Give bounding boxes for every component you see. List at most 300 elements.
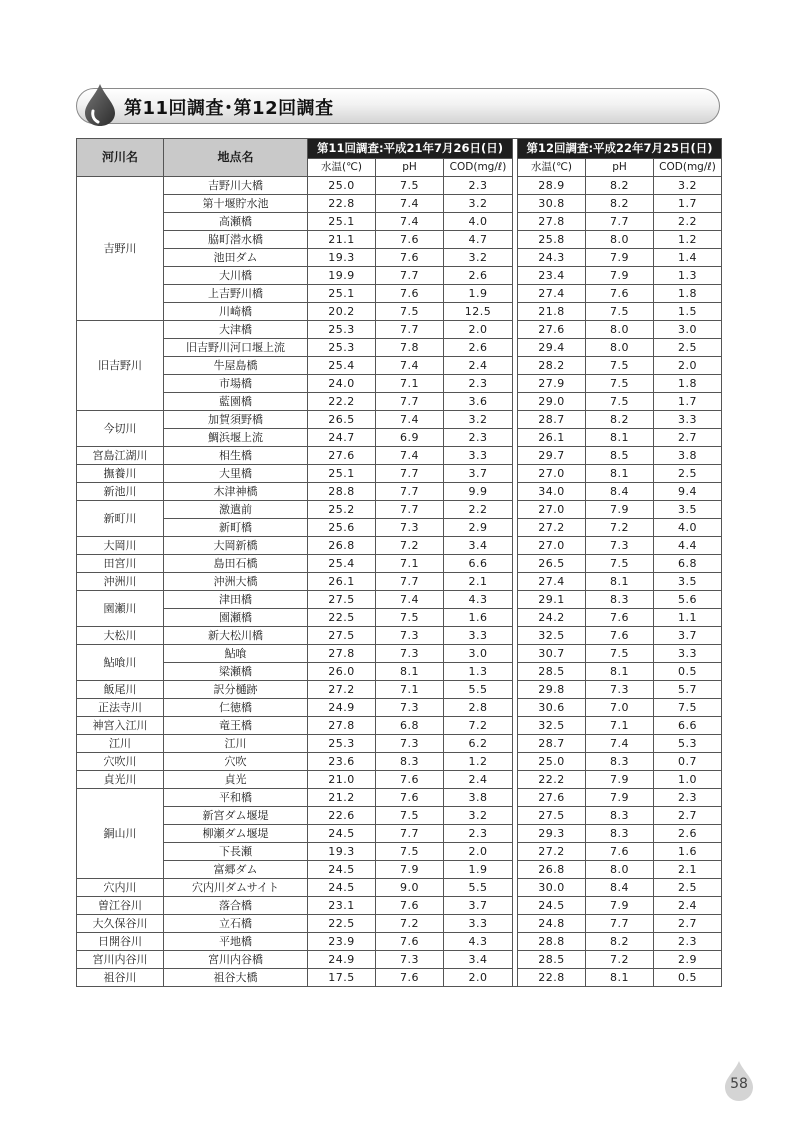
river-name-cell: 大岡川 — [77, 537, 164, 555]
ph-12-cell: 8.3 — [586, 807, 654, 825]
ph-11-cell: 7.3 — [376, 699, 444, 717]
temp-12-cell: 27.0 — [518, 501, 586, 519]
ph-11-cell: 7.6 — [376, 771, 444, 789]
ph-12-cell: 8.2 — [586, 177, 654, 195]
site-name-cell: 旧吉野川河口堰上流 — [164, 339, 308, 357]
temp-11-cell: 19.9 — [308, 267, 376, 285]
temp-11-cell: 19.3 — [308, 843, 376, 861]
temp-12-cell: 32.5 — [518, 717, 586, 735]
cod-11-cell: 3.0 — [444, 645, 513, 663]
temp-12-cell: 28.9 — [518, 177, 586, 195]
river-name-cell: 撫養川 — [77, 465, 164, 483]
table-row — [77, 753, 722, 771]
cod-12-cell: 1.1 — [654, 609, 722, 627]
ph-11-cell: 7.4 — [376, 213, 444, 231]
cod-12-cell: 3.8 — [654, 447, 722, 465]
table-row — [77, 609, 722, 627]
table-row — [77, 735, 722, 753]
river-name-cell: 飯尾川 — [77, 681, 164, 699]
site-name-cell: 藍園橋 — [164, 393, 308, 411]
ph-11-cell: 7.1 — [376, 681, 444, 699]
cod-12-cell: 3.5 — [654, 501, 722, 519]
temp-11-cell: 24.9 — [308, 699, 376, 717]
temp-11-cell: 21.0 — [308, 771, 376, 789]
temp-11-cell: 25.4 — [308, 555, 376, 573]
cod-11-cell: 3.7 — [444, 465, 513, 483]
temp-11-cell: 22.6 — [308, 807, 376, 825]
cod-12-cell: 2.9 — [654, 951, 722, 969]
site-name-cell: 相生橋 — [164, 447, 308, 465]
temp-11-cell: 22.5 — [308, 915, 376, 933]
temp-11-cell: 25.3 — [308, 735, 376, 753]
cod-11-cell: 2.0 — [444, 969, 513, 987]
cod-12-cell: 1.0 — [654, 771, 722, 789]
cod-11-cell: 1.9 — [444, 285, 513, 303]
site-name-cell: 立石橋 — [164, 915, 308, 933]
ph-12-cell: 8.5 — [586, 447, 654, 465]
cod-12-cell: 2.7 — [654, 915, 722, 933]
header-river: 河川名 — [77, 139, 164, 177]
site-name-cell: 富郷ダム — [164, 861, 308, 879]
cod-11-cell: 2.3 — [444, 177, 513, 195]
ph-12-cell: 7.2 — [586, 951, 654, 969]
cod-11-cell: 6.2 — [444, 735, 513, 753]
table-row — [77, 915, 722, 933]
cod-11-cell: 3.2 — [444, 249, 513, 267]
table-row — [77, 681, 722, 699]
ph-11-cell: 7.7 — [376, 393, 444, 411]
cod-12-cell: 4.0 — [654, 519, 722, 537]
table-row — [77, 321, 722, 339]
ph-11-cell: 7.6 — [376, 231, 444, 249]
table-row — [77, 717, 722, 735]
table-row — [77, 447, 722, 465]
table-row — [77, 303, 722, 321]
table-row — [77, 501, 722, 519]
cod-12-cell: 9.4 — [654, 483, 722, 501]
site-name-cell: 島田石橋 — [164, 555, 308, 573]
temp-11-cell: 28.8 — [308, 483, 376, 501]
site-name-cell: 宮川内谷橋 — [164, 951, 308, 969]
table-row — [77, 519, 722, 537]
cod-11-cell: 3.3 — [444, 627, 513, 645]
site-name-cell: 激遣前 — [164, 501, 308, 519]
site-name-cell: 梁瀬橋 — [164, 663, 308, 681]
temp-11-cell: 26.8 — [308, 537, 376, 555]
cod-12-cell: 1.8 — [654, 285, 722, 303]
ph-12-cell: 7.9 — [586, 789, 654, 807]
table-row — [77, 429, 722, 447]
site-name-cell: 新町橋 — [164, 519, 308, 537]
ph-12-cell: 7.5 — [586, 375, 654, 393]
ph-11-cell: 7.5 — [376, 609, 444, 627]
ph-12-cell: 7.5 — [586, 555, 654, 573]
river-name-cell: 旧吉野川 — [77, 321, 164, 411]
temp-12-cell: 30.0 — [518, 879, 586, 897]
river-name-cell: 曽江谷川 — [77, 897, 164, 915]
site-name-cell: 大岡新橋 — [164, 537, 308, 555]
ph-12-cell: 7.6 — [586, 285, 654, 303]
cod-11-cell: 3.2 — [444, 195, 513, 213]
temp-12-cell: 32.5 — [518, 627, 586, 645]
ph-11-cell: 7.5 — [376, 177, 444, 195]
temp-11-cell: 25.3 — [308, 339, 376, 357]
temp-11-cell: 24.9 — [308, 951, 376, 969]
temp-12-cell: 23.4 — [518, 267, 586, 285]
temp-12-cell: 27.9 — [518, 375, 586, 393]
temp-12-cell: 24.2 — [518, 609, 586, 627]
cod-11-cell: 3.4 — [444, 951, 513, 969]
cod-11-cell: 3.3 — [444, 447, 513, 465]
cod-12-cell: 0.7 — [654, 753, 722, 771]
ph-11-cell: 7.7 — [376, 501, 444, 519]
cod-12-cell: 1.2 — [654, 231, 722, 249]
cod-12-cell: 6.8 — [654, 555, 722, 573]
ph-12-cell: 7.5 — [586, 357, 654, 375]
ph-11-cell: 7.7 — [376, 573, 444, 591]
ph-11-cell: 7.6 — [376, 897, 444, 915]
temp-12-cell: 29.3 — [518, 825, 586, 843]
site-name-cell: 高瀬橋 — [164, 213, 308, 231]
temp-12-cell: 28.7 — [518, 411, 586, 429]
river-name-cell: 新池川 — [77, 483, 164, 501]
cod-11-cell: 2.6 — [444, 267, 513, 285]
site-name-cell: 大津橋 — [164, 321, 308, 339]
cod-11-cell: 1.9 — [444, 861, 513, 879]
cod-11-cell: 3.6 — [444, 393, 513, 411]
temp-11-cell: 17.5 — [308, 969, 376, 987]
cod-11-cell: 2.0 — [444, 321, 513, 339]
cod-11-cell: 2.9 — [444, 519, 513, 537]
site-name-cell: 津田橋 — [164, 591, 308, 609]
ph-12-cell: 8.0 — [586, 339, 654, 357]
ph-11-cell: 7.4 — [376, 357, 444, 375]
cod-11-cell: 1.6 — [444, 609, 513, 627]
cod-12-cell: 6.6 — [654, 717, 722, 735]
table-row — [77, 465, 722, 483]
ph-12-cell: 7.6 — [586, 627, 654, 645]
temp-12-cell: 30.6 — [518, 699, 586, 717]
cod-12-cell: 5.3 — [654, 735, 722, 753]
ph-12-cell: 7.3 — [586, 681, 654, 699]
ph-12-cell: 8.1 — [586, 465, 654, 483]
site-name-cell: 川崎橋 — [164, 303, 308, 321]
cod-12-cell: 0.5 — [654, 663, 722, 681]
river-name-cell: 新町川 — [77, 501, 164, 537]
ph-12-cell: 7.2 — [586, 519, 654, 537]
ph-11-cell: 7.3 — [376, 735, 444, 753]
site-name-cell: 吉野川大橋 — [164, 177, 308, 195]
ph-11-cell: 7.8 — [376, 339, 444, 357]
temp-11-cell: 24.5 — [308, 825, 376, 843]
cod-12-cell: 2.4 — [654, 897, 722, 915]
cod-11-cell: 2.8 — [444, 699, 513, 717]
river-name-cell: 銅山川 — [77, 789, 164, 879]
site-name-cell: 加賀須野橋 — [164, 411, 308, 429]
temp-11-cell: 25.1 — [308, 213, 376, 231]
ph-11-cell: 7.2 — [376, 915, 444, 933]
temp-12-cell: 30.7 — [518, 645, 586, 663]
temp-12-cell: 21.8 — [518, 303, 586, 321]
table-row — [77, 861, 722, 879]
temp-12-cell: 28.8 — [518, 933, 586, 951]
table-row — [77, 645, 722, 663]
cod-12-cell: 2.6 — [654, 825, 722, 843]
ph-12-cell: 7.0 — [586, 699, 654, 717]
ph-11-cell: 7.3 — [376, 519, 444, 537]
water-drop-icon — [80, 82, 120, 128]
ph-11-cell: 7.4 — [376, 411, 444, 429]
temp-12-cell: 27.2 — [518, 843, 586, 861]
cod-11-cell: 2.1 — [444, 573, 513, 591]
temp-12-cell: 27.0 — [518, 537, 586, 555]
table-row — [77, 339, 722, 357]
temp-11-cell: 22.2 — [308, 393, 376, 411]
cod-11-cell: 4.3 — [444, 933, 513, 951]
cod-12-cell: 2.0 — [654, 357, 722, 375]
temp-11-cell: 25.0 — [308, 177, 376, 195]
site-name-cell: 祖谷大橋 — [164, 969, 308, 987]
temp-11-cell: 24.5 — [308, 879, 376, 897]
ph-11-cell: 7.6 — [376, 933, 444, 951]
cod-11-cell: 3.8 — [444, 789, 513, 807]
cod-12-cell: 1.6 — [654, 843, 722, 861]
river-name-cell: 江川 — [77, 735, 164, 753]
site-name-cell: 新宮ダム堰堤 — [164, 807, 308, 825]
ph-12-cell: 8.3 — [586, 825, 654, 843]
site-name-cell: 平地橋 — [164, 933, 308, 951]
cod-12-cell: 2.5 — [654, 339, 722, 357]
ph-11-cell: 7.7 — [376, 825, 444, 843]
temp-11-cell: 27.6 — [308, 447, 376, 465]
table-row — [77, 699, 722, 717]
cod-11-cell: 12.5 — [444, 303, 513, 321]
table-row — [77, 825, 722, 843]
ph-11-cell: 7.7 — [376, 267, 444, 285]
ph-12-cell: 8.3 — [586, 591, 654, 609]
ph-12-cell: 8.1 — [586, 663, 654, 681]
ph-11-cell: 7.2 — [376, 537, 444, 555]
cod-12-cell: 1.4 — [654, 249, 722, 267]
cod-11-cell: 3.2 — [444, 411, 513, 429]
temp-11-cell: 27.5 — [308, 591, 376, 609]
ph-12-cell: 8.2 — [586, 933, 654, 951]
cod-11-cell: 2.6 — [444, 339, 513, 357]
table-row — [77, 177, 722, 195]
temp-12-cell: 27.4 — [518, 573, 586, 591]
ph-11-cell: 8.1 — [376, 663, 444, 681]
ph-11-cell: 7.4 — [376, 195, 444, 213]
cod-12-cell: 2.7 — [654, 429, 722, 447]
temp-11-cell: 27.8 — [308, 717, 376, 735]
river-name-cell: 園瀬川 — [77, 591, 164, 627]
ph-12-cell: 7.3 — [586, 537, 654, 555]
temp-11-cell: 25.1 — [308, 285, 376, 303]
temp-12-cell: 28.5 — [518, 951, 586, 969]
site-name-cell: 上吉野川橋 — [164, 285, 308, 303]
site-name-cell: 沖洲大橋 — [164, 573, 308, 591]
temp-11-cell: 23.6 — [308, 753, 376, 771]
section-title: 第11回調査･第12回調査 — [124, 98, 334, 119]
ph-11-cell: 8.3 — [376, 753, 444, 771]
ph-12-cell: 7.6 — [586, 843, 654, 861]
river-name-cell: 正法寺川 — [77, 699, 164, 717]
ph-11-cell: 7.4 — [376, 447, 444, 465]
ph-12-cell: 7.9 — [586, 501, 654, 519]
ph-12-cell: 8.0 — [586, 321, 654, 339]
ph-11-cell: 7.7 — [376, 465, 444, 483]
river-name-cell: 沖洲川 — [77, 573, 164, 591]
table-row — [77, 267, 722, 285]
cod-11-cell: 5.5 — [444, 879, 513, 897]
ph-11-cell: 7.6 — [376, 969, 444, 987]
ph-11-cell: 9.0 — [376, 879, 444, 897]
temp-12-cell: 28.2 — [518, 357, 586, 375]
cod-11-cell: 7.2 — [444, 717, 513, 735]
cod-12-cell: 3.2 — [654, 177, 722, 195]
temp-11-cell: 25.2 — [308, 501, 376, 519]
table-row — [77, 555, 722, 573]
ph-12-cell: 7.1 — [586, 717, 654, 735]
site-name-cell: 木津神橋 — [164, 483, 308, 501]
table-row — [77, 375, 722, 393]
site-name-cell: 園瀬橋 — [164, 609, 308, 627]
table-body — [77, 177, 722, 987]
cod-11-cell: 1.3 — [444, 663, 513, 681]
cod-12-cell: 2.1 — [654, 861, 722, 879]
temp-12-cell: 27.5 — [518, 807, 586, 825]
cod-11-cell: 4.3 — [444, 591, 513, 609]
temp-11-cell: 21.1 — [308, 231, 376, 249]
site-name-cell: 穴内川ダムサイト — [164, 879, 308, 897]
site-name-cell: 市場橋 — [164, 375, 308, 393]
ph-12-cell: 8.1 — [586, 573, 654, 591]
cod-12-cell: 2.7 — [654, 807, 722, 825]
header-survey-11: 第11回調査:平成21年7月26日(日) — [308, 139, 513, 159]
temp-11-cell: 25.3 — [308, 321, 376, 339]
temp-12-cell: 25.8 — [518, 231, 586, 249]
cod-11-cell: 2.3 — [444, 429, 513, 447]
ph-12-cell: 8.1 — [586, 429, 654, 447]
cod-12-cell: 1.7 — [654, 393, 722, 411]
cod-12-cell: 4.4 — [654, 537, 722, 555]
temp-11-cell: 26.5 — [308, 411, 376, 429]
ph-12-cell: 8.1 — [586, 969, 654, 987]
temp-12-cell: 29.8 — [518, 681, 586, 699]
header-ph-12: pH — [586, 159, 654, 177]
table-row — [77, 897, 722, 915]
temp-12-cell: 28.7 — [518, 735, 586, 753]
ph-11-cell: 7.5 — [376, 843, 444, 861]
river-name-cell: 穴吹川 — [77, 753, 164, 771]
temp-12-cell: 29.7 — [518, 447, 586, 465]
river-name-cell: 大松川 — [77, 627, 164, 645]
table-row — [77, 933, 722, 951]
ph-12-cell: 8.3 — [586, 753, 654, 771]
ph-12-cell: 7.9 — [586, 897, 654, 915]
cod-12-cell: 3.0 — [654, 321, 722, 339]
cod-12-cell: 2.5 — [654, 879, 722, 897]
temp-12-cell: 24.5 — [518, 897, 586, 915]
temp-11-cell: 23.9 — [308, 933, 376, 951]
cod-11-cell: 2.0 — [444, 843, 513, 861]
site-name-cell: 鮎喰 — [164, 645, 308, 663]
temp-12-cell: 26.8 — [518, 861, 586, 879]
table-row — [77, 843, 722, 861]
ph-11-cell: 7.7 — [376, 321, 444, 339]
river-name-cell: 穴内川 — [77, 879, 164, 897]
cod-11-cell: 2.3 — [444, 375, 513, 393]
table-row — [77, 771, 722, 789]
ph-12-cell: 7.9 — [586, 267, 654, 285]
table-row — [77, 807, 722, 825]
river-name-cell: 祖谷川 — [77, 969, 164, 987]
ph-11-cell: 6.8 — [376, 717, 444, 735]
site-name-cell: 竜王橋 — [164, 717, 308, 735]
table-row — [77, 573, 722, 591]
temp-12-cell: 29.4 — [518, 339, 586, 357]
cod-11-cell: 9.9 — [444, 483, 513, 501]
cod-11-cell: 6.6 — [444, 555, 513, 573]
temp-11-cell: 24.5 — [308, 861, 376, 879]
temp-12-cell: 27.6 — [518, 321, 586, 339]
temp-12-cell: 26.1 — [518, 429, 586, 447]
cod-11-cell: 2.4 — [444, 357, 513, 375]
ph-12-cell: 7.5 — [586, 645, 654, 663]
table-row — [77, 951, 722, 969]
table-row — [77, 537, 722, 555]
cod-12-cell: 5.7 — [654, 681, 722, 699]
temp-12-cell: 30.8 — [518, 195, 586, 213]
temp-11-cell: 24.7 — [308, 429, 376, 447]
temp-12-cell: 27.2 — [518, 519, 586, 537]
ph-12-cell: 7.6 — [586, 609, 654, 627]
cod-12-cell: 3.3 — [654, 645, 722, 663]
temp-12-cell: 25.0 — [518, 753, 586, 771]
cod-11-cell: 3.3 — [444, 915, 513, 933]
cod-11-cell: 2.2 — [444, 501, 513, 519]
cod-11-cell: 1.2 — [444, 753, 513, 771]
temp-11-cell: 26.0 — [308, 663, 376, 681]
river-name-cell: 大久保谷川 — [77, 915, 164, 933]
temp-12-cell: 27.0 — [518, 465, 586, 483]
river-name-cell: 今切川 — [77, 411, 164, 447]
cod-12-cell: 7.5 — [654, 699, 722, 717]
cod-11-cell: 3.4 — [444, 537, 513, 555]
temp-12-cell: 26.5 — [518, 555, 586, 573]
table-row — [77, 969, 722, 987]
ph-12-cell: 7.7 — [586, 915, 654, 933]
ph-12-cell: 8.4 — [586, 879, 654, 897]
site-name-cell: 穴吹 — [164, 753, 308, 771]
temp-11-cell: 22.5 — [308, 609, 376, 627]
cod-11-cell: 3.2 — [444, 807, 513, 825]
temp-11-cell: 19.3 — [308, 249, 376, 267]
ph-12-cell: 7.4 — [586, 735, 654, 753]
temp-11-cell: 20.2 — [308, 303, 376, 321]
header-cod-12: COD(mg/ℓ) — [654, 159, 722, 177]
river-name-cell: 宮川内谷川 — [77, 951, 164, 969]
table-row — [77, 627, 722, 645]
ph-12-cell: 7.9 — [586, 249, 654, 267]
river-name-cell: 吉野川 — [77, 177, 164, 321]
ph-11-cell: 7.6 — [376, 285, 444, 303]
site-name-cell: 下長瀬 — [164, 843, 308, 861]
table-row — [77, 393, 722, 411]
table-row — [77, 213, 722, 231]
header-temp-12: 水温(℃) — [518, 159, 586, 177]
ph-12-cell: 7.7 — [586, 213, 654, 231]
